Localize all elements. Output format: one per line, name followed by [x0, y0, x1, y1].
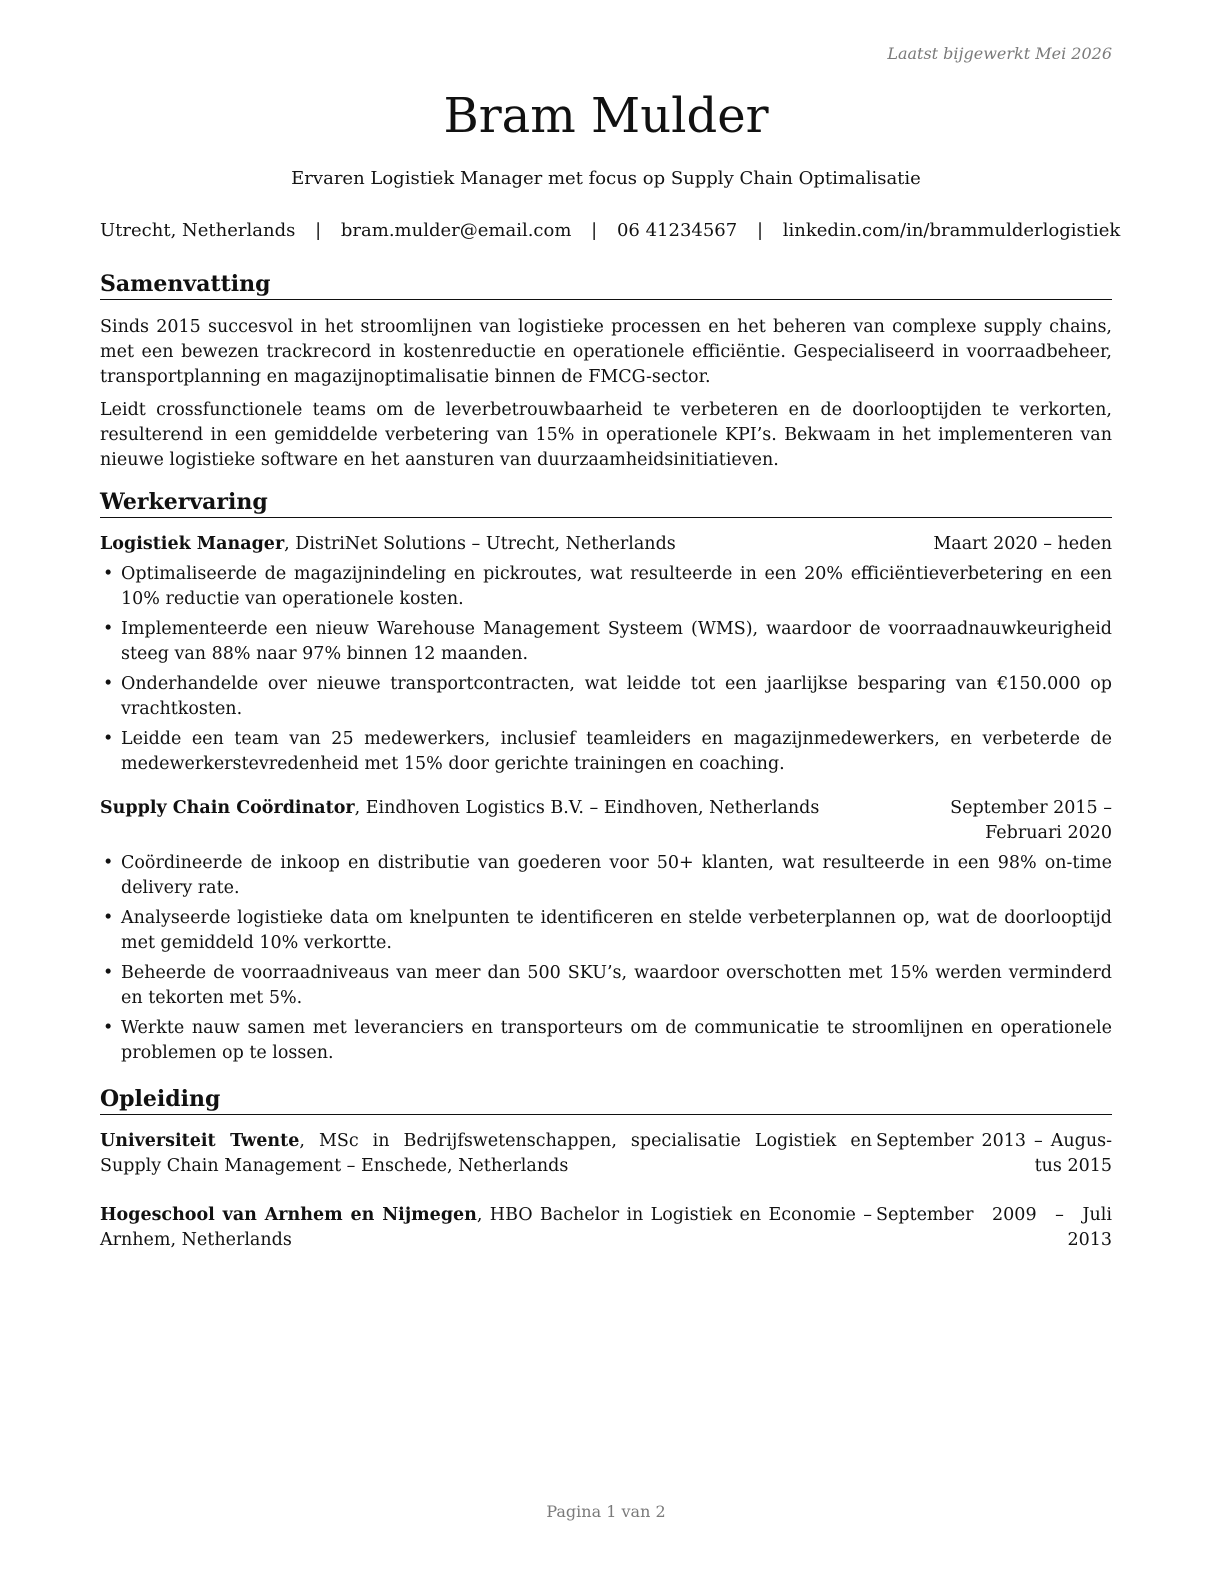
- resume-page: [100, 0, 1121, 1584]
- contact-separator: |: [591, 220, 598, 241]
- job-company: , DistriNet Solutions – Utrecht, Netherlands: [284, 534, 676, 554]
- education-dates: September 2013 – Augustus 2015: [876, 1131, 1112, 1176]
- list-item: • Beheerde de voorraadniveaus van meer dan 500 SKU’s, waardoor overschotten met 15% werden verminderd en tekorten met 5%.: [103, 963, 1112, 1008]
- education-entry: [100, 1203, 1112, 1253]
- list-item: • Werkte nauw samen met leveranciers en transporteurs om de communicatie te stroomlijnen en operationele problemen op te lossen.: [103, 1018, 1112, 1063]
- education-dates: September 2009 – Juli 2013: [876, 1205, 1112, 1250]
- job-role: Logistiek Manager: [100, 534, 285, 554]
- contact-location: Utrecht, Netherlands: [100, 220, 296, 241]
- list-item: • Onderhandelde over nieuwe transportcontracten, wat leidde tot een jaarlijkse besparing van €150.000 op vrachtkosten.: [103, 674, 1112, 719]
- education-section: [100, 1085, 1112, 1253]
- contact-separator: |: [315, 220, 322, 241]
- list-item: • Optimaliseerde de magazijnindeling en pickroutes, wat resulteerde in een 20% efficiëntieverbetering en een 10% reductie van operationele kosten.: [103, 564, 1112, 609]
- candidate-name: Bram Mulder: [443, 88, 769, 144]
- last-updated: Laatst bijgewerkt Mei 2026: [887, 44, 1112, 63]
- job-header: [100, 796, 1112, 846]
- contact-phone[interactable]: 06 41234567: [616, 220, 738, 241]
- list-item: • Leidde een team van 25 medewerkers, inclusief teamleiders en magazijnmedewerkers, en verbeterde de medewerkerstevredenheid met 15% door gerichte trainingen en coaching.: [103, 729, 1112, 774]
- summary-paragraph: Leidt crossfunctionele teams om de leverbetrouwbaarheid te verbeteren en de doorlooptijden te verkorten, resulterend in een gemiddelde verbetering van 15% in operationele KPI’s. Bekwaam in het implementeren van nieuwe logistieke software en het aansturen van duurzaamheidsinitiatieven.: [100, 400, 1112, 470]
- job-role: Supply Chain Coördinator: [100, 798, 355, 818]
- contact-separator: |: [756, 220, 764, 241]
- section-title-summary: Samenvatting: [100, 270, 1112, 300]
- experience-section: [100, 488, 1112, 1071]
- education-entry: [100, 1129, 1112, 1179]
- education-school: Hogeschool van Arnhem en Nijmegen: [100, 1205, 477, 1225]
- section-title-education: Opleiding: [100, 1085, 1112, 1115]
- education-detail: , MSc in Bedrijfswetenschappen, specialisatie Logistiek en Supply Chain Management – Enschede, Netherlands: [100, 1131, 873, 1176]
- candidate-headline: Ervaren Logistiek Manager met focus op Supply Chain Optimalisatie: [291, 168, 921, 189]
- contact-linkedin[interactable]: linkedin.com/in/brammulderlogistiek: [782, 220, 1121, 241]
- job-entry: [100, 796, 1112, 1066]
- job-header: [100, 532, 1112, 557]
- page-number: Pagina 1 van 2: [546, 1502, 666, 1521]
- list-item: • Implementeerde een nieuw Warehouse Management Systeem (WMS), waardoor de voorraadnauwkeurigheid steeg van 88% naar 97% binnen 12 maanden.: [103, 619, 1112, 664]
- education-detail: , HBO Bachelor in Logistiek en Economie – Arnhem, Netherlands: [100, 1205, 872, 1250]
- job-entry: [100, 532, 1112, 777]
- job-dates: Maart 2020 – heden: [933, 534, 1112, 554]
- list-item: • Coördineerde de inkoop en distributie van goederen voor 50+ klanten, wat resulteerde in een 98% on-time delivery rate.: [103, 853, 1112, 898]
- contact-line: [100, 218, 1121, 244]
- contact-email[interactable]: bram.mulder@email.com: [340, 220, 572, 241]
- job-bullets: [100, 562, 1112, 777]
- list-item: • Analyseerde logistieke data om knelpunten te identificeren en stelde verbeterplannen op, wat de doorlooptijd met gemiddeld 10% verkortte.: [103, 908, 1112, 953]
- job-company: , Eindhoven Logistics B.V. – Eindhoven, Netherlands: [354, 798, 820, 818]
- summary-paragraph: Sinds 2015 succesvol in het stroomlijnen van logistieke processen en het beheren van complexe supply chains, met een bewezen trackrecord in kostenreductie en operationele efficiëntie. Gespecialiseerd in voorraadbeheer, transportplanning en magazijnoptimalisatie binnen de FMCG-sector.: [100, 317, 1112, 387]
- job-bullets: [100, 851, 1112, 1066]
- job-dates: September 2015 – Februari 2020: [950, 798, 1112, 843]
- education-school: Universiteit Twente: [100, 1131, 300, 1151]
- section-title-experience: Werkervaring: [100, 488, 1112, 518]
- summary-section: [100, 270, 1112, 473]
